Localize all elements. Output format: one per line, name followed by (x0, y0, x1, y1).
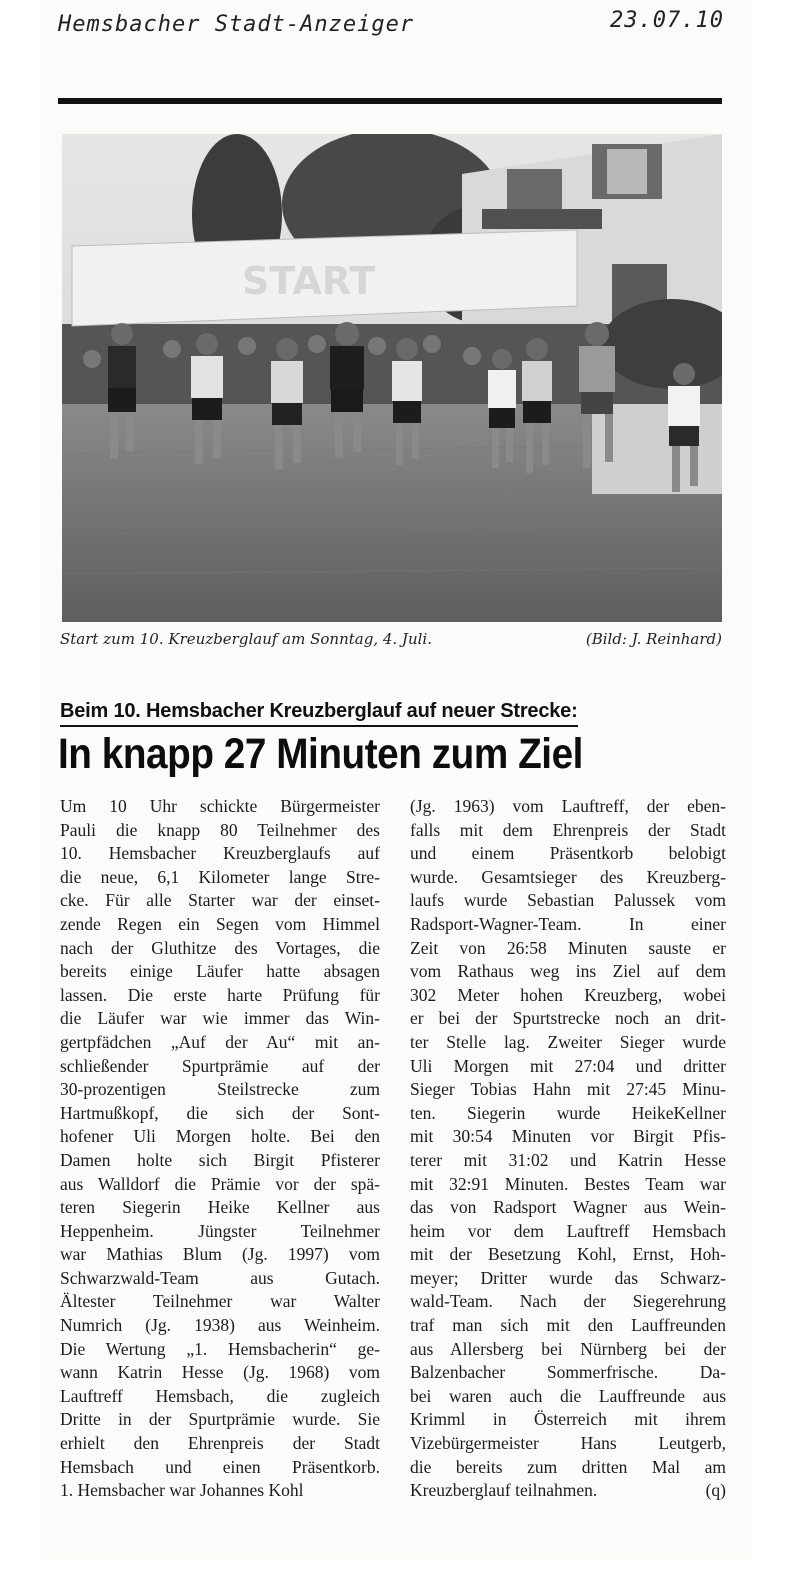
text-line: schließender Spurtprämie auf der (60, 1055, 380, 1076)
text-line: Pauli die knapp 80 Teilnehmer des (60, 819, 380, 840)
text-line: er bei der Spurtstrecke noch an drit- (410, 1008, 726, 1029)
text-line: Balzenbacher Sommerfrische. Da- (410, 1362, 726, 1383)
text-line: teren Siegerin Heike Kellner aus (60, 1197, 380, 1218)
text-line: 30-prozentigen Steilstrecke zum (60, 1079, 380, 1100)
text-line: Radsport-Wagner-Team. In einer (410, 913, 726, 934)
text-line: lassen. Die erste harte Prüfung für (60, 984, 380, 1005)
text-line: aus Allersberg bei Nürnberg bei der (410, 1338, 726, 1359)
text-line: wann Katrin Hesse (Jg. 1968) vom (60, 1362, 380, 1383)
text-line: Lauftreff Hemsbach, die zugleich (60, 1385, 380, 1406)
handwritten-date: 23.07.10 (610, 8, 724, 33)
text-line: vom Rathaus weg ins Ziel auf dem (410, 961, 726, 982)
banner-text: START (242, 259, 376, 303)
text-line: Vizebürgermeister Hans Leutgerb, (410, 1433, 726, 1454)
text-line: wurde. Gesamtsieger des Kreuzberg- (410, 866, 726, 887)
text-line: heim vor dem Lauftreff Hemsbach (410, 1220, 726, 1241)
handwritten-note (58, 8, 738, 48)
text-line: die neue, 6,1 Kilometer lange Stre- (60, 866, 380, 887)
text-line: mit 32:91 Minuten. Bestes Team war (410, 1173, 726, 1194)
text-line: Sieger Tobias Hahn mit 27:45 Minu- (410, 1079, 726, 1100)
text-line: Schwarzwald-Team aus Gutach. (60, 1267, 380, 1288)
text-line: Hartmußkopf, die sich der Sont- (60, 1102, 380, 1123)
text-line: mit der Besetzung Kohl, Ernst, Hoh- (410, 1244, 726, 1265)
text-line: ter Stelle lag. Zweiter Sieger wurde (410, 1031, 726, 1052)
text-line: die Läufer war wie immer das Win- (60, 1008, 380, 1029)
text-line: laufs wurde Sebastian Palussek vom (410, 890, 726, 911)
text-line: hofener Uli Morgen holte. Bei den (60, 1126, 380, 1147)
text-line: 302 Meter hohen Kreuzberg, wobei (410, 984, 726, 1005)
text-line: terer mit 31:02 und Katrin Hesse (410, 1149, 726, 1170)
text-line: meyer; Dritter wurde das Schwarz- (410, 1267, 726, 1288)
closing-line (410, 1479, 726, 1503)
text-line: nach der Gluthitze des Vortages, die (60, 937, 380, 958)
text-line: war Mathias Blum (Jg. 1997) vom (60, 1244, 380, 1265)
text-line: traf man sich mit den Lauffreunden (410, 1315, 726, 1336)
photo-caption (60, 630, 722, 654)
text-line: erhielt den Ehrenpreis der Stadt (60, 1433, 380, 1454)
text-line: Ältester Teilnehmer war Walter (60, 1291, 380, 1312)
text-line: Um 10 Uhr schickte Bürgermeister (60, 796, 380, 816)
article-headline: In knapp 27 Minuten zum Ziel (58, 730, 583, 778)
photo-illustration (62, 134, 722, 622)
article-column-right (410, 795, 726, 1503)
article-kicker: Beim 10. Hemsbacher Kreuzberglauf auf neuer Strecke: (60, 700, 578, 727)
text-line: falls mit dem Ehrenpreis der Stadt (410, 819, 726, 840)
text-line: Zeit von 26:58 Minuten sauste er (410, 937, 726, 958)
handwritten-publication: Hemsbacher Stadt-Anzeiger (58, 12, 415, 37)
text-line: Damen holte sich Birgit Pfisterer (60, 1149, 380, 1170)
text-line: Numrich (Jg. 1938) aus Weinheim. (60, 1315, 380, 1336)
text-line: ten. Siegerin wurde HeikeKellner (410, 1102, 726, 1123)
author-signature: (q) (705, 1480, 726, 1501)
text-line: Kreuzberglauf teilnahmen. (410, 1480, 598, 1501)
text-line: cke. Für alle Starter war der einset- (60, 890, 380, 911)
text-line: Dritte in der Spurtprämie wurde. Sie (60, 1409, 380, 1430)
text-line: Hemsbach und einen Präsentkorb. (60, 1456, 380, 1477)
text-line: Die Wertung „1. Hemsbacherin“ ge- (60, 1338, 380, 1359)
text-line: gertpfädchen „Auf der Au“ mit an- (60, 1031, 380, 1052)
caption-text: Start zum 10. Kreuzberglauf am Sonntag, 4. Juli. (60, 630, 432, 648)
race-start-photo (62, 134, 722, 622)
text-line: die bereits zum dritten Mal am (410, 1456, 726, 1477)
text-line: das von Radsport Wagner aus Wein- (410, 1197, 726, 1218)
text-line: und einem Präsentkorb belobigt (410, 843, 726, 864)
text-line: Uli Morgen mit 27:04 und dritter (410, 1055, 726, 1076)
top-rule (58, 98, 722, 104)
text-line: zende Regen ein Segen vom Himmel (60, 913, 380, 934)
text-line: bereits einige Läufer hatte absagen (60, 961, 380, 982)
text-line: wald-Team. Nach der Siegerehrung (410, 1291, 726, 1312)
text-line: 1. Hemsbacher war Johannes Kohl (60, 1480, 304, 1501)
text-line: mit 30:54 Minuten vor Birgit Pfis- (410, 1126, 726, 1147)
text-line: bei waren auch die Lauffreunde aus (410, 1385, 726, 1406)
text-line: aus Walldorf die Prämie vor der spä- (60, 1173, 380, 1194)
article-column-left (60, 795, 380, 1503)
text-line: Krimml in Österreich mit ihrem (410, 1409, 726, 1430)
text-line: 10. Hemsbacher Kreuzberglaufs auf (60, 843, 380, 864)
text-line: Heppenheim. Jüngster Teilnehmer (60, 1220, 380, 1241)
photo-credit: (Bild: J. Reinhard) (585, 630, 722, 648)
text-line: (Jg. 1963) vom Lauftreff, der eben- (410, 796, 726, 816)
